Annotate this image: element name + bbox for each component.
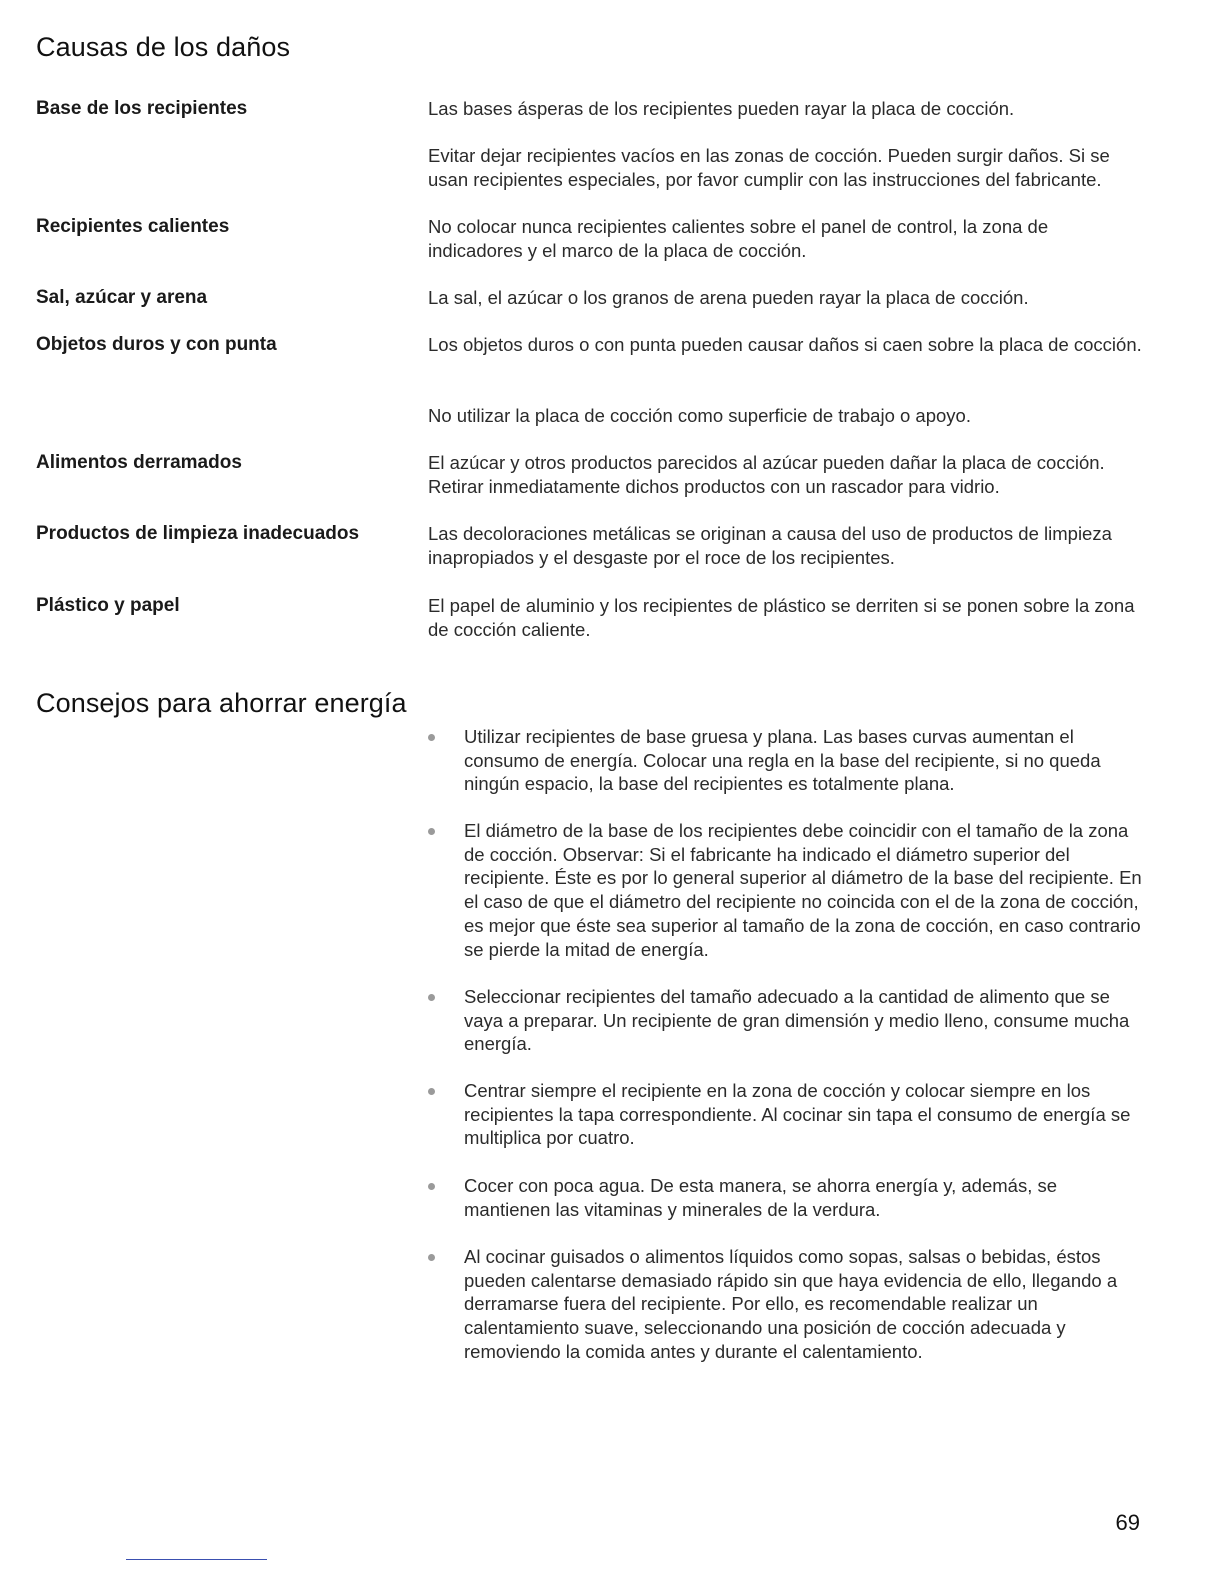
damage-description: No colocar nunca recipientes calientes sobre el panel de control, la zona de indicadores y el marco de la placa de cocción. bbox=[428, 216, 1049, 261]
bullet-icon bbox=[428, 1254, 435, 1261]
bullet-icon bbox=[428, 1088, 435, 1095]
tip-text: El diámetro de la base de los recipientes debe coincidir con el tamaño de la zona de cocción. Observar: Si el fabricante ha indicado el diámetro superior del recipiente. Éste es por lo general superior al diámetro de la base del recipiente. En el caso de que el diámetro del recipiente no coincida con el de la zona de cocción, es mejor que éste sea superior al tamaño de la zona de cocción, en caso contrario se pierde la mitad de energía. bbox=[464, 820, 1142, 960]
bullet-icon bbox=[428, 994, 435, 1001]
damage-description: El azúcar y otros productos parecidos al azúcar pueden dañar la placa de cocción. Retirar inmediatamente dichos productos con un rascador para vidrio. bbox=[428, 452, 1105, 497]
section-title-causas: Causas de los daños bbox=[36, 32, 291, 62]
damage-description: Las bases ásperas de los recipientes pueden rayar la placa de cocción. bbox=[428, 98, 1015, 119]
damage-label: Alimentos derramados bbox=[36, 452, 242, 473]
damage-label: Productos de limpieza inadecuados bbox=[36, 523, 360, 544]
damage-label: Objetos duros y con punta bbox=[36, 334, 277, 355]
damage-label: Plástico y papel bbox=[36, 595, 180, 616]
bullet-icon bbox=[428, 734, 435, 741]
damage-description: El papel de aluminio y los recipientes de plástico se derriten si se ponen sobre la zona de cocción caliente. bbox=[428, 595, 1135, 640]
tip-text: Cocer con poca agua. De esta manera, se ahorra energía y, además, se mantienen las vitaminas y minerales de la verdura. bbox=[464, 1175, 1058, 1220]
damage-description: Los objetos duros o con punta pueden causar daños si caen sobre la placa de cocción. bbox=[428, 334, 1142, 355]
damage-description: Las decoloraciones metálicas se originan a causa del uso de productos de limpieza inapropiados y el desgaste por el roce de los recipientes. bbox=[428, 523, 1112, 568]
section-title-consejos: Consejos para ahorrar energía bbox=[36, 688, 407, 718]
tip-text: Utilizar recipientes de base gruesa y plana. Las bases curvas aumentan el consumo de energía. Colocar una regla en la base del recipiente, si no queda ningún espacio, la base del recipientes es totalmente plana. bbox=[464, 726, 1101, 795]
damage-label: Sal, azúcar y arena bbox=[36, 287, 208, 308]
tip-text: Seleccionar recipientes del tamaño adecuado a la cantidad de alimento que se vaya a preparar. Un recipiente de gran dimensión y medio lleno, consume mucha energía. bbox=[464, 986, 1130, 1055]
footer-divider bbox=[126, 1559, 267, 1560]
damage-description: La sal, el azúcar o los granos de arena pueden rayar la placa de cocción. bbox=[428, 287, 1029, 308]
bullet-icon bbox=[428, 828, 435, 835]
tip-text: Al cocinar guisados o alimentos líquidos como sopas, salsas o bebidas, éstos pueden calentarse demasiado rápido sin que haya evidencia de ello, llegando a derramarse fuera del recipiente. Por ello, es recomendable realizar un calentamiento suave, seleccionando una posición de cocción adecuada y removiendo la comida antes y durante el calentamiento. bbox=[464, 1246, 1118, 1362]
bullet-icon bbox=[428, 1183, 435, 1190]
tip-text: Centrar siempre el recipiente en la zona de cocción y colocar siempre en los recipientes la tapa correspondiente. Al cocinar sin tapa el consumo de energía se multiplica por cuatro. bbox=[464, 1080, 1131, 1149]
page-number: 69 bbox=[1115, 1510, 1140, 1535]
damage-label: Base de los recipientes bbox=[36, 98, 248, 119]
damage-description: Evitar dejar recipientes vacíos en las zonas de cocción. Pueden surgir daños. Si se usan recipientes especiales, por favor cumplir con las instrucciones del fabricante. bbox=[428, 145, 1110, 190]
damage-label: Recipientes calientes bbox=[36, 216, 230, 237]
damage-description: No utilizar la placa de cocción como superficie de trabajo o apoyo. bbox=[428, 405, 971, 426]
